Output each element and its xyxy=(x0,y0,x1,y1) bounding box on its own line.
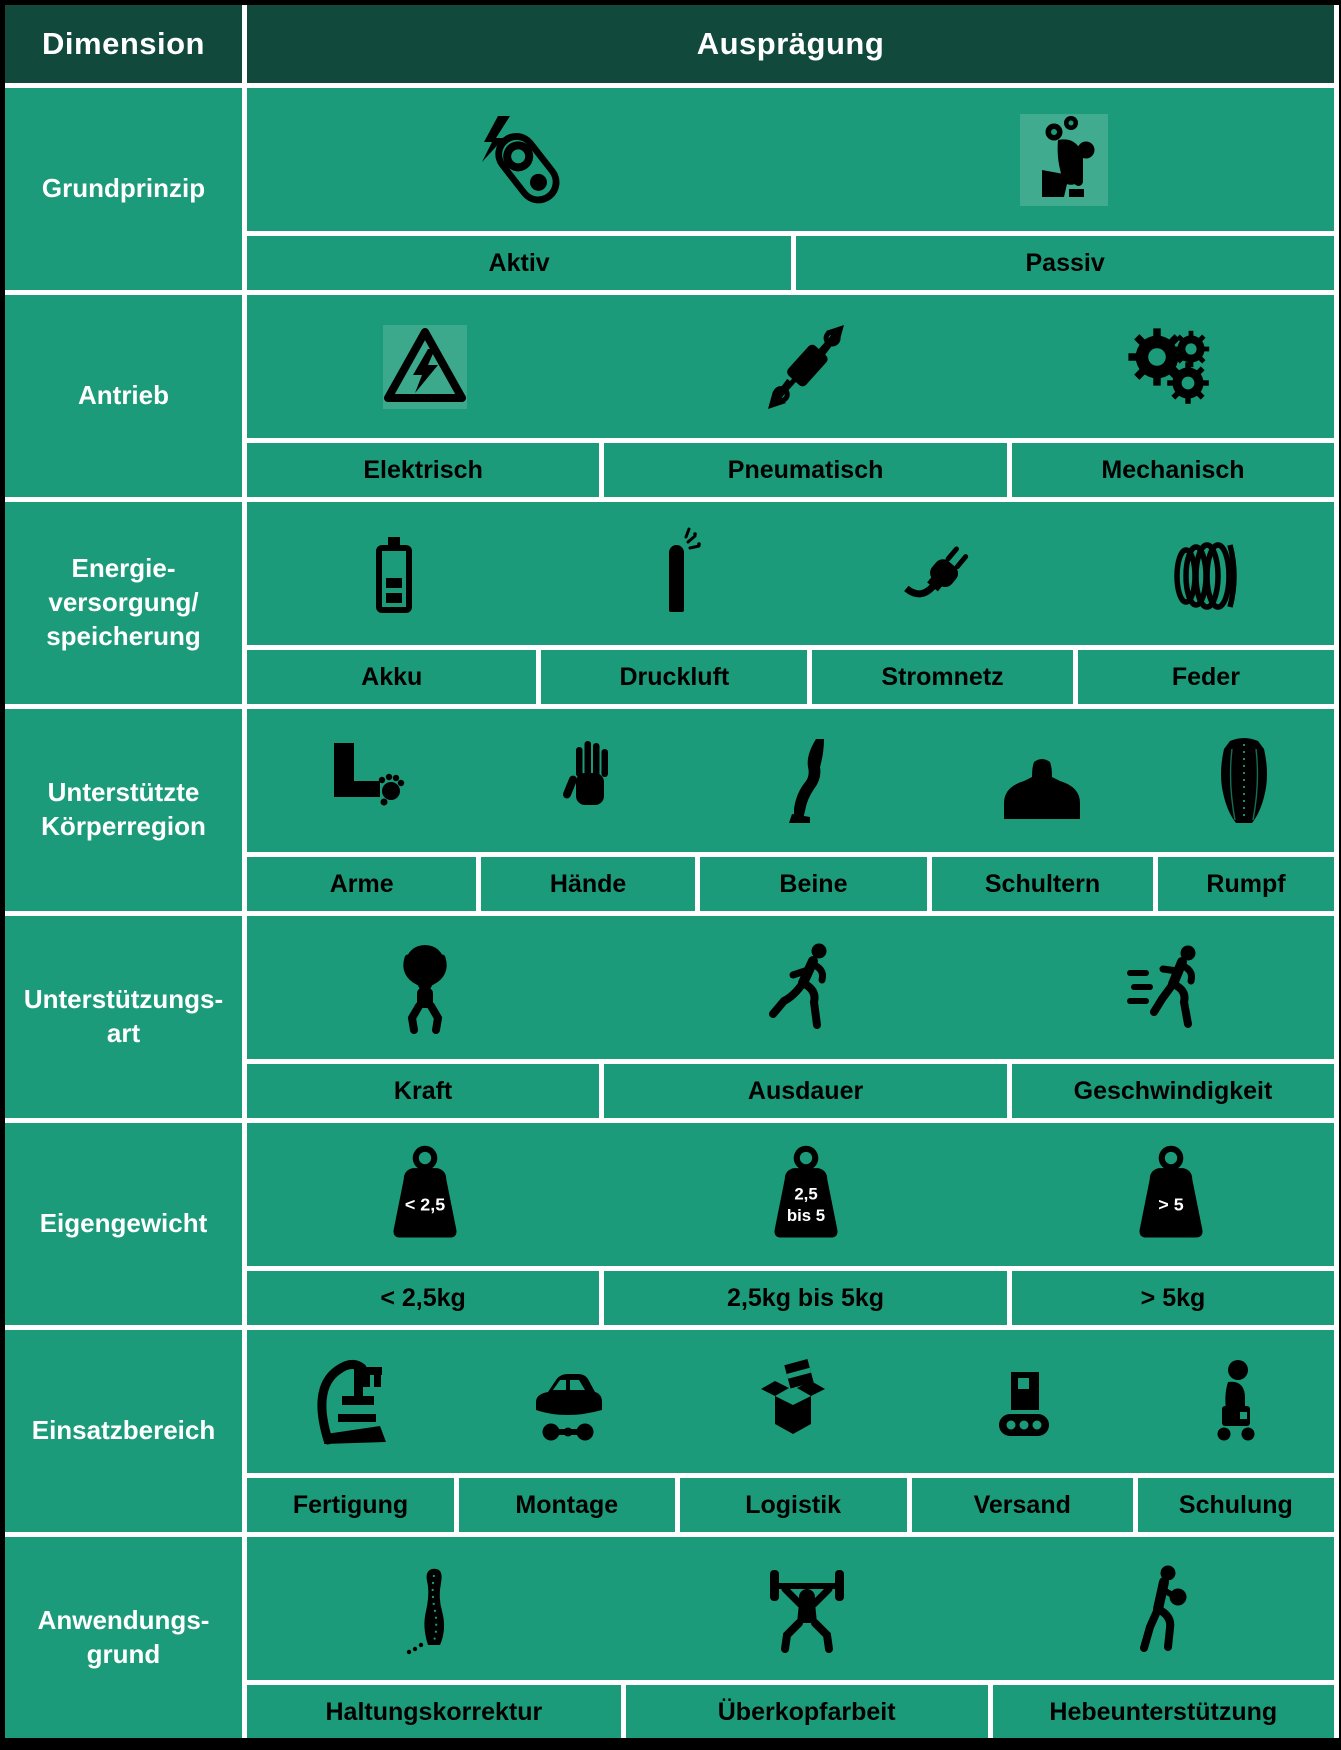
dimension-label xyxy=(5,88,242,290)
morphological-table xyxy=(5,5,1339,1738)
dimension-label xyxy=(5,1537,242,1738)
value-cell xyxy=(247,443,599,497)
dimension-label-line: Körperregion xyxy=(41,811,206,841)
dimension-label-line: Unterstützungs- xyxy=(23,984,224,1015)
battery-icon xyxy=(344,524,444,624)
compressed-air-icon xyxy=(625,524,725,624)
value-label: Rumpf xyxy=(1206,869,1286,898)
belt-drive-lightning-icon xyxy=(470,110,570,210)
value-label-strip xyxy=(247,443,1334,497)
icon-cell xyxy=(909,1352,1134,1452)
value-label: Kraft xyxy=(393,1076,453,1105)
press-machine-icon xyxy=(302,1352,402,1452)
dimension-label-line: Unterstützte xyxy=(47,777,200,808)
dimension-row xyxy=(5,502,1334,704)
dimension-label xyxy=(5,502,242,704)
svg-text:> 5: > 5 xyxy=(1158,1194,1185,1215)
value-label: Schultern xyxy=(984,869,1101,898)
value-label: Montage xyxy=(515,1490,619,1519)
icon-cell xyxy=(1134,1352,1334,1452)
icon-cell xyxy=(1009,938,1334,1038)
dimension-label-line: Anwendungs- xyxy=(37,1605,210,1636)
value-label-strip xyxy=(247,650,1334,704)
header-dimension: Dimension xyxy=(5,5,242,83)
value-cell xyxy=(247,1271,599,1325)
value-label: Arme xyxy=(329,869,394,898)
value-label: Versand xyxy=(973,1490,1071,1519)
value-cell xyxy=(700,857,927,911)
value-cell xyxy=(993,1685,1334,1738)
value-label-strip xyxy=(247,857,1334,911)
value-cell xyxy=(247,1064,599,1118)
dimension-label xyxy=(5,1330,242,1532)
value-cell xyxy=(1012,1064,1334,1118)
icon-strip xyxy=(247,1330,1334,1473)
icon-cell xyxy=(989,1559,1334,1659)
value-label: Fertigung xyxy=(292,1490,409,1519)
icon-cell xyxy=(602,938,1009,1038)
icon-cell xyxy=(247,1139,602,1251)
strength-lifter-icon xyxy=(375,938,475,1038)
value-cell xyxy=(912,1478,1133,1532)
dimension-label xyxy=(5,295,242,497)
value-cell xyxy=(932,857,1153,911)
header-row xyxy=(5,5,1334,83)
value-cell xyxy=(247,1478,454,1532)
value-cell xyxy=(604,443,1007,497)
value-label: Feder xyxy=(1171,662,1240,691)
value-cell xyxy=(1078,650,1334,704)
value-label: Stromnetz xyxy=(881,662,1004,691)
weight-icon xyxy=(369,1139,481,1251)
torso-icon xyxy=(1194,731,1294,831)
icon-cell xyxy=(1009,317,1334,417)
value-label: Druckluft xyxy=(619,662,730,691)
icon-cell xyxy=(677,1352,909,1452)
value-label: Logistik xyxy=(745,1490,842,1519)
posture-spine-icon xyxy=(386,1559,486,1659)
value-cell xyxy=(796,236,1334,290)
value-cell xyxy=(481,857,694,911)
dimension-row xyxy=(5,709,1334,911)
icon-cell xyxy=(930,731,1155,831)
value-cell xyxy=(604,1064,1007,1118)
pneumatic-cylinder-icon xyxy=(756,317,856,417)
icon-cell xyxy=(247,1352,458,1452)
header-auspraegung: Ausprägung xyxy=(247,5,1334,83)
value-cell xyxy=(1138,1478,1334,1532)
icon-cell xyxy=(247,524,540,624)
dimension-label-line: Antrieb xyxy=(78,380,169,411)
icon-cell xyxy=(247,731,481,831)
carrying-person-icon xyxy=(1112,1559,1212,1659)
arm-icon xyxy=(314,731,414,831)
value-label: Pneumatisch xyxy=(727,455,884,484)
value-cell xyxy=(1012,443,1334,497)
dimension-row xyxy=(5,1537,1334,1738)
hand-icon xyxy=(539,731,639,831)
value-label: Akku xyxy=(361,662,423,691)
icon-strip xyxy=(247,1123,1334,1266)
dimension-label-line: art xyxy=(106,1018,141,1048)
icon-cell xyxy=(602,317,1009,417)
icon-cell xyxy=(540,524,810,624)
value-cell xyxy=(1012,1271,1334,1325)
bottom-border xyxy=(0,1738,1341,1750)
value-label-strip xyxy=(247,1478,1334,1532)
dimension-label xyxy=(5,916,242,1118)
icon-cell xyxy=(624,1559,989,1659)
value-label: Beine xyxy=(779,869,848,898)
dimension-label-line: Eigengewicht xyxy=(39,1208,208,1239)
dimension-label-line: grund xyxy=(86,1639,161,1669)
icon-strip xyxy=(247,709,1334,852)
value-label: Passiv xyxy=(1025,248,1105,277)
dimension-row xyxy=(5,1123,1334,1325)
value-label: < 2,5kg xyxy=(380,1283,466,1312)
dimension-label xyxy=(5,1123,242,1325)
dimension-label xyxy=(5,709,242,911)
dimension-row xyxy=(5,916,1334,1118)
value-cell xyxy=(247,1685,621,1738)
value-label-strip xyxy=(247,236,1334,290)
value-label: Aktiv xyxy=(488,248,550,277)
svg-text:bis 5: bis 5 xyxy=(786,1205,825,1225)
runner-icon xyxy=(756,938,856,1038)
icon-cell xyxy=(247,110,794,210)
svg-text:< 2,5: < 2,5 xyxy=(404,1194,445,1215)
icon-cell xyxy=(247,1559,624,1659)
value-label: Hebeunterstützung xyxy=(1049,1697,1278,1726)
value-label: Hände xyxy=(549,869,627,898)
gears-icon xyxy=(1121,317,1221,417)
icon-strip xyxy=(247,88,1334,231)
icon-strip xyxy=(247,1537,1334,1680)
value-cell xyxy=(626,1685,988,1738)
value-cell xyxy=(247,857,476,911)
value-cell xyxy=(541,650,807,704)
open-box-icon xyxy=(743,1352,843,1452)
value-label: Elektrisch xyxy=(363,455,483,484)
sprinter-speed-icon xyxy=(1121,938,1221,1038)
value-label: Ausdauer xyxy=(747,1076,864,1105)
value-label: Schulung xyxy=(1178,1490,1293,1519)
electric-warning-triangle-icon xyxy=(375,317,475,417)
dimension-label-line: versorgung/ xyxy=(48,587,199,618)
icon-cell xyxy=(698,731,930,831)
value-label-strip xyxy=(247,1271,1334,1325)
icon-strip xyxy=(247,916,1334,1059)
value-label: Mechanisch xyxy=(1101,455,1245,484)
dimension-row xyxy=(5,88,1334,290)
weight-icon xyxy=(750,1139,862,1251)
icon-cell xyxy=(247,317,602,417)
shoulders-icon xyxy=(992,731,1092,831)
icon-strip xyxy=(247,295,1334,438)
icon-cell xyxy=(247,938,602,1038)
svg-text:2,5: 2,5 xyxy=(794,1183,818,1203)
dimension-label-line: Einsatzbereich xyxy=(31,1415,216,1446)
power-plug-icon xyxy=(892,524,992,624)
value-cell xyxy=(1158,857,1334,911)
person-lifting-weight-icon xyxy=(1014,110,1114,210)
value-label: > 5kg xyxy=(1140,1283,1206,1312)
dimension-label-line: Grundprinzip xyxy=(41,173,206,204)
spring-icon xyxy=(1154,524,1254,624)
icon-cell xyxy=(1009,1139,1334,1251)
value-label: Haltungskorrektur xyxy=(325,1697,543,1726)
icon-cell xyxy=(1155,731,1334,831)
conveyor-parcel-icon xyxy=(971,1352,1071,1452)
value-cell xyxy=(247,236,791,290)
icon-cell xyxy=(458,1352,678,1452)
training-person-icon xyxy=(1184,1352,1284,1452)
value-label: 2,5kg bis 5kg xyxy=(727,1283,885,1312)
dimension-row xyxy=(5,1330,1334,1532)
icon-cell xyxy=(794,110,1334,210)
value-cell xyxy=(459,1478,675,1532)
value-label-strip xyxy=(247,1064,1334,1118)
value-cell xyxy=(680,1478,907,1532)
dimension-label-line: speicherung xyxy=(46,620,201,651)
icon-cell xyxy=(1074,524,1334,624)
overhead-lifter-icon xyxy=(757,1559,857,1659)
icon-cell xyxy=(810,524,1074,624)
icon-strip xyxy=(247,502,1334,645)
value-cell xyxy=(812,650,1073,704)
icon-cell xyxy=(602,1139,1009,1251)
dimension-row xyxy=(5,295,1334,497)
dimension-label-line: Energie- xyxy=(71,553,176,584)
leg-icon xyxy=(764,731,864,831)
value-label: Geschwindigkeit xyxy=(1073,1076,1273,1105)
weight-icon xyxy=(1115,1139,1227,1251)
car-assembly-icon xyxy=(518,1352,618,1452)
icon-cell xyxy=(481,731,698,831)
value-label-strip xyxy=(247,1685,1334,1738)
value-cell xyxy=(247,650,536,704)
value-cell xyxy=(604,1271,1007,1325)
value-label: Überkopfarbeit xyxy=(717,1697,896,1726)
